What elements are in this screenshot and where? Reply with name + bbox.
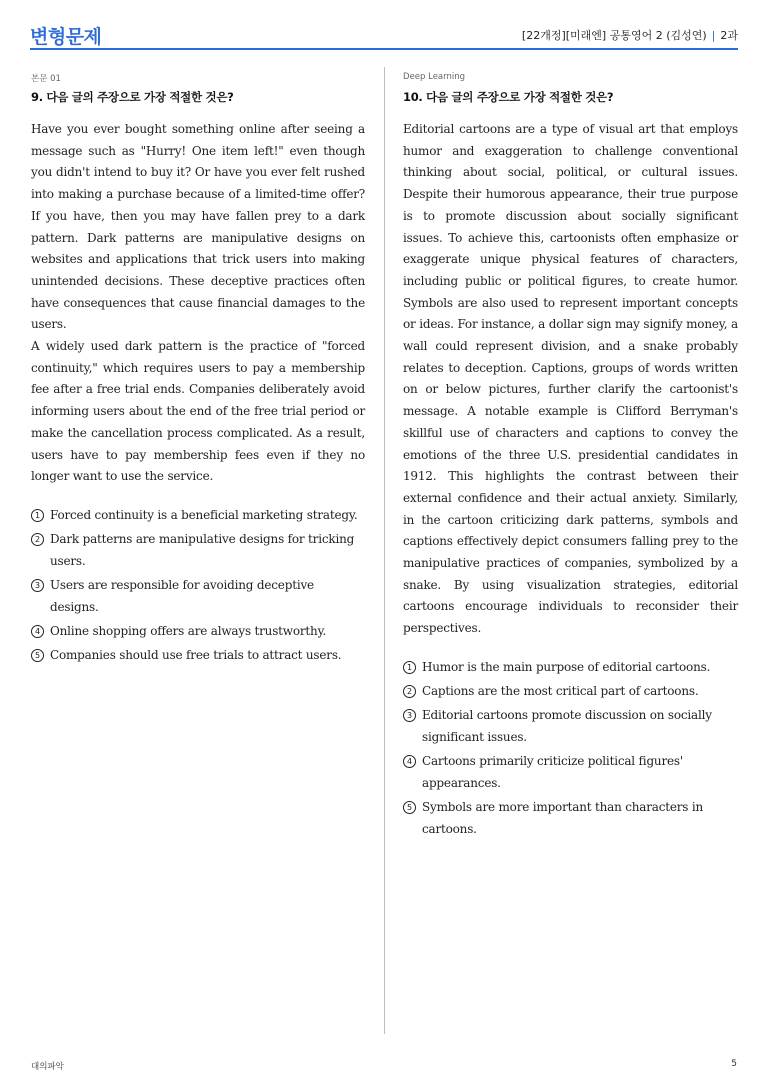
choice-text: Companies should use free trials to attract users.	[50, 647, 342, 662]
brand-title: 변형문제	[30, 26, 102, 48]
section-label: 본문 01	[31, 74, 61, 84]
choice-number: 5	[31, 649, 44, 662]
choice-number: 3	[403, 709, 416, 722]
choice-text: Symbols are more important than characters in cartoons.	[422, 799, 704, 836]
choice-number: 1	[31, 509, 44, 522]
choice-number: 4	[403, 755, 416, 768]
page-header	[30, 18, 738, 50]
column-divider	[384, 67, 385, 1034]
header-separator: |	[711, 29, 716, 42]
lesson-label: 2과	[720, 29, 738, 42]
answer-choice[interactable]	[31, 504, 365, 526]
question-10-column	[403, 72, 738, 842]
choice-text: Humor is the main purpose of editorial cartoons.	[422, 659, 711, 674]
choice-text: Forced continuity is a beneficial marketing strategy.	[50, 507, 358, 522]
choice-text: Online shopping offers are always trustworthy.	[50, 623, 327, 638]
choice-number: 1	[403, 661, 416, 674]
choice-text: Users are responsible for avoiding deceptive designs.	[50, 577, 314, 614]
answer-choice[interactable]	[31, 644, 365, 666]
answer-choice[interactable]	[403, 680, 738, 702]
choice-number: 2	[31, 533, 44, 546]
choice-number: 2	[403, 685, 416, 698]
choice-number: 4	[31, 625, 44, 638]
header-info	[522, 27, 738, 43]
section-label: Deep Learning	[403, 72, 466, 82]
question-title: 9. 다음 글의 주장으로 가장 적절한 것은?	[31, 90, 234, 104]
passage-paragraph: Editorial cartoons are a type of visual art that employs humor and exaggeration to challenge conventional thinking about social, political, or cultural issues. Despite their humorous appearance, their true purpose is to promote discussion about socially significant issues. To achieve this, cartoonists often emphasize or exaggerate unique physical features of characters, including public or political figures, to create humor. Symbols are also used to represent important concepts or ideas. For instance, a dollar sign may signify money, a wall could represent division, and a snake probably relates to deception. Captions, groups of words written on or below pictures, further clarify the cartoonist's message. A notable example is Clifford Berryman's skillful use of characters and captions to convey the emotions of the three U.S. presidential candidates in 1912. This highlights the contrast between their external confidence and their actual anxiety. Similarly, in the cartoon criticizing dark patterns, symbols and captions effectively depict consumers falling prey to the manipulative practices of companies, symbolized by a snake. By using visualization strategies, editorial cartoons encourage individuals to reconsider their perspectives.	[403, 122, 738, 636]
page-number: 5	[731, 1059, 737, 1069]
choice-text: Cartoons primarily criticize political figures' appearances.	[422, 753, 683, 790]
choice-number: 3	[31, 579, 44, 592]
passage	[403, 119, 738, 640]
passage-paragraph: Have you ever bought something online after seeing a message such as "Hurry! One item left!" even though you didn't intend to buy it? Or have you ever felt rushed into making a purchase because of a limited-time offer? If you have, then you may have fallen prey to a dark pattern. Dark patterns are manipulative designs on websites and applications that trick users into making unintended decisions. These deceptive practices often have consequences that cause financial damages to the users.	[31, 122, 365, 332]
answer-choice[interactable]	[403, 796, 738, 840]
answer-choice[interactable]	[31, 574, 365, 618]
answer-choice[interactable]	[403, 656, 738, 678]
answer-choice[interactable]	[31, 620, 365, 642]
passage-paragraph: A widely used dark pattern is the practice of "forced continuity," which requires users to pay a membership fee after a free trial ends. Companies deliberately avoid informing users about the end of the free trial period or make the cancellation process complicated. As a result, users have to pay membership fees even if they no longer want to use the service.	[31, 339, 365, 484]
answer-choice[interactable]	[31, 528, 365, 572]
course-title: [22개정][미래엔] 공통영어 2 (김성연)	[521, 29, 707, 42]
footer-publisher: 대의파악	[31, 1062, 64, 1072]
choice-text: Editorial cartoons promote discussion on socially significant issues.	[422, 707, 712, 744]
passage	[31, 119, 365, 488]
answer-choice[interactable]	[403, 750, 738, 794]
choice-text: Captions are the most critical part of cartoons.	[422, 683, 699, 698]
answer-choice[interactable]	[403, 704, 738, 748]
answer-choices	[403, 656, 738, 840]
answer-choices	[31, 504, 365, 666]
question-title: 10. 다음 글의 주장으로 가장 적절한 것은?	[403, 90, 614, 104]
choice-number: 5	[403, 801, 416, 814]
question-9-column	[31, 72, 365, 668]
choice-text: Dark patterns are manipulative designs for tricking users.	[50, 531, 355, 568]
